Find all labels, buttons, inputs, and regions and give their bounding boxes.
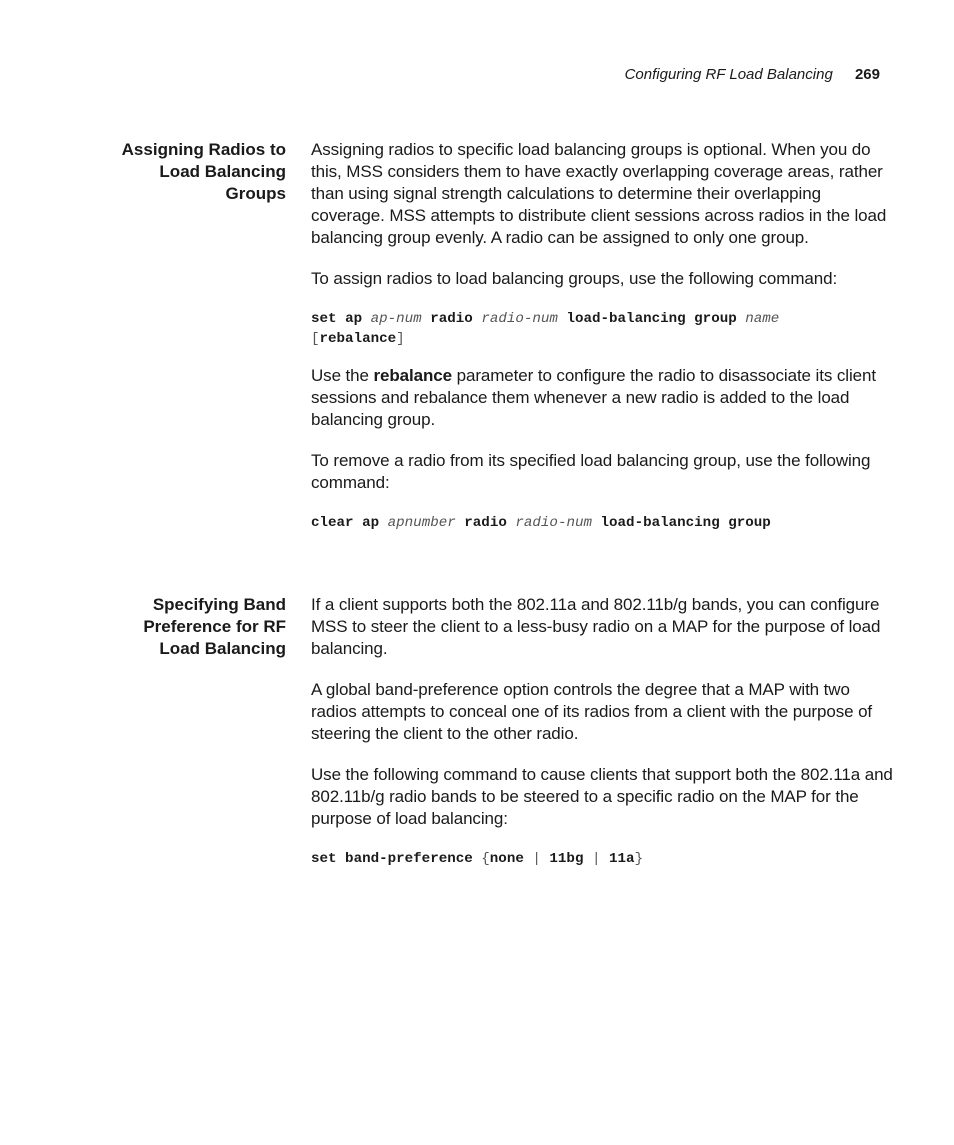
cmd-argument: ap-num	[370, 311, 422, 327]
paragraph: Assigning radios to specific load balancing groups is optional. When you do this, MSS considers them to have exactly overlapping coverage areas, rather than using signal strength calculations to determine their overlapping coverage. MSS attempts to distribute client sessions across radios in the load balancing group evenly. A radio can be assigned to only one group.	[311, 140, 887, 247]
cmd-symbol: [	[311, 331, 320, 347]
cmd-symbol: }	[634, 851, 644, 867]
command-line	[311, 849, 893, 869]
heading-line: Assigning Radios to	[121, 140, 286, 159]
running-header-title: Configuring RF Load Balancing	[624, 66, 833, 83]
paragraph	[311, 365, 893, 431]
cmd-keyword: 11bg	[549, 851, 584, 867]
command-line	[311, 309, 893, 329]
cmd-argument: radio-num	[481, 311, 558, 327]
cmd-keyword: load-balancing group	[600, 515, 771, 531]
section-body	[311, 594, 893, 885]
bold-term: rebalance	[373, 366, 452, 385]
text-run: parameter to configure the radio to disassociate its client sessions and rebalance them whenever a new radio is added to the load balancing group.	[311, 366, 876, 429]
cmd-symbol: |	[591, 851, 601, 867]
cmd-keyword: set	[311, 311, 337, 327]
command-line	[311, 329, 893, 349]
cmd-keyword: rebalance	[319, 331, 397, 347]
cmd-keyword: load-balancing group	[566, 311, 737, 327]
command-syntax	[311, 849, 893, 869]
cmd-keyword: radio	[430, 311, 473, 327]
heading-line: Load Balancing	[159, 639, 286, 658]
cmd-keyword: set band-preference	[311, 851, 473, 867]
cmd-symbol: ]	[396, 331, 405, 347]
section-heading	[80, 139, 286, 205]
paragraph: If a client supports both the 802.11a and 802.11b/g bands, you can configure MSS to steer the client to a less-busy radio on a MAP for the purpose of load balancing.	[311, 595, 881, 658]
cmd-keyword: 11a	[609, 851, 635, 867]
cmd-symbol: {	[481, 851, 490, 867]
paragraph: A global band-preference option controls the degree that a MAP with two radios attempts to conceal one of its radios from a client with the purpose of steering the client to the other radio.	[311, 680, 873, 743]
cmd-argument: name	[745, 311, 780, 327]
cmd-argument: apnumber	[387, 515, 456, 531]
cmd-keyword: clear	[311, 515, 354, 531]
cmd-keyword: ap	[345, 311, 363, 327]
page-number: 269	[854, 66, 880, 83]
command-syntax	[311, 513, 893, 533]
text-run: Use the	[311, 366, 374, 385]
cmd-symbol: |	[532, 851, 541, 867]
heading-line: Preference for RF	[143, 617, 286, 636]
heading-line: Specifying Band	[152, 595, 286, 614]
heading-line: Groups	[225, 184, 286, 203]
command-syntax	[311, 309, 893, 349]
cmd-keyword: radio	[464, 515, 507, 531]
running-header	[625, 66, 880, 83]
heading-line: Load Balancing	[159, 162, 286, 181]
paragraph: To assign radios to load balancing groups, use the following command:	[311, 269, 838, 288]
cmd-keyword: ap	[362, 515, 380, 531]
command-line	[311, 513, 893, 533]
cmd-argument: radio-num	[515, 515, 592, 531]
paragraph: To remove a radio from its specified load balancing group, use the following command:	[311, 451, 871, 492]
cmd-keyword: none	[489, 851, 524, 867]
paragraph: Use the following command to cause clients that support both the 802.11a and 802.11b/g radio bands to be steered to a specific radio on the MAP for the purpose of load balancing:	[311, 765, 893, 828]
section-body	[311, 139, 893, 549]
section-heading	[80, 594, 286, 660]
